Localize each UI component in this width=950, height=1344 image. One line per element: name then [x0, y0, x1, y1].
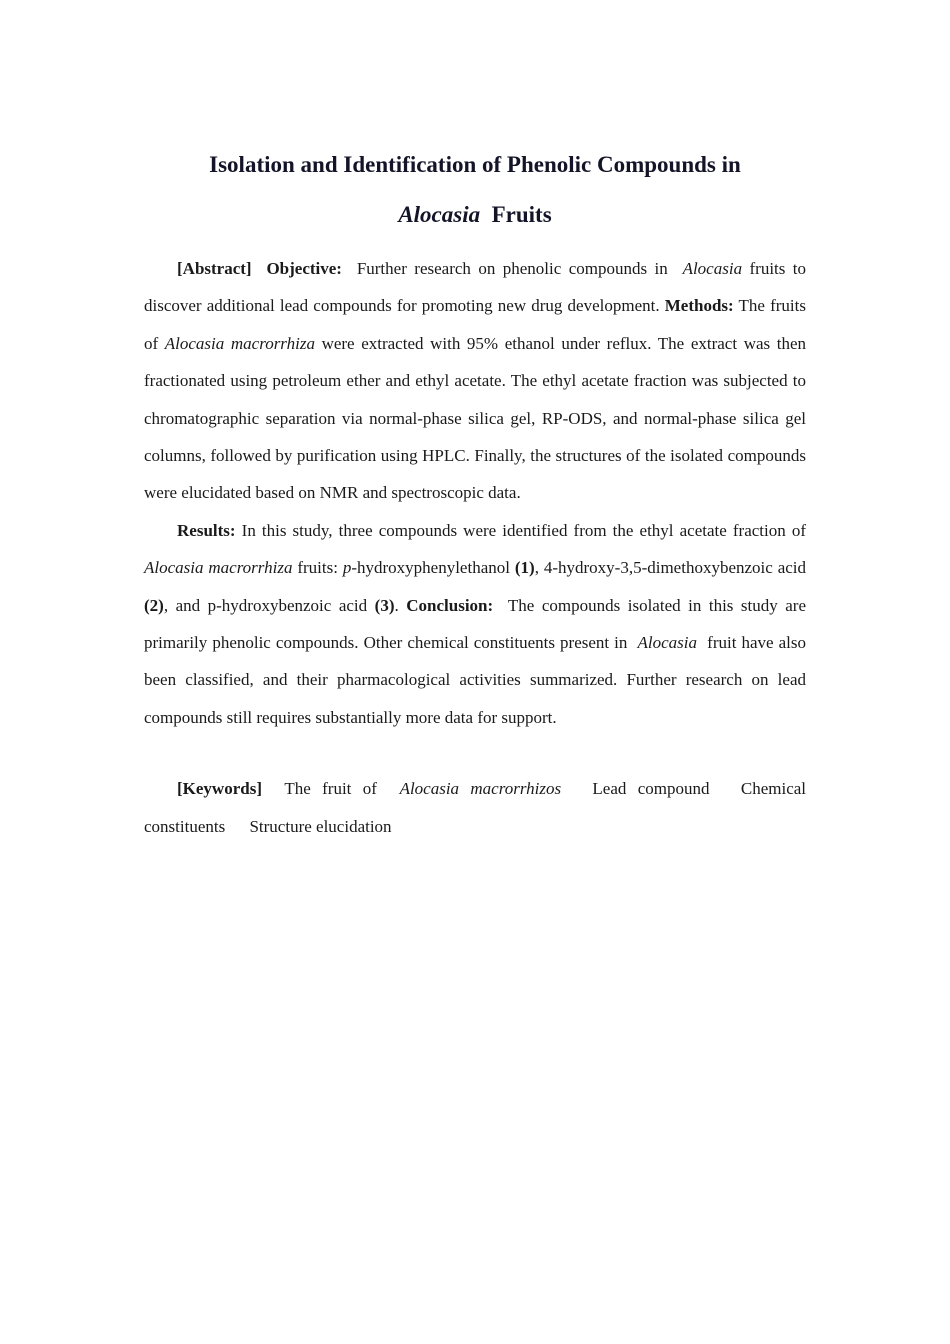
methods-text: The fruits of — [144, 296, 806, 353]
paper-page — [144, 140, 806, 845]
section-spacer — [144, 736, 806, 770]
compound-3-number: (3) — [374, 595, 395, 615]
methods-label: Methods: — [664, 296, 734, 316]
objective-text-cont: fruits to discover additional lead compounds for promoting new drug development. — [144, 259, 807, 316]
compound-2-number: (2) — [144, 595, 164, 615]
methods-text-cont: were extracted with 95% ethanol under reflux. The extract was then fractionated using petroleum ether and ethyl acetate. The ethyl acetate fraction was subjected to chromatographic separation via normal-phase silica gel, RP-ODS, and normal-phase silica gel columns, followed by purification using HPLC. Finally, the structures of the isolated compounds were elucidated based on NMR and spectroscopic data. — [144, 333, 807, 503]
conclusion-text-cont: fruit have also been classified, and their pharmacological activities summarized. Further research on lead compounds still requires substantially more data for support. — [144, 633, 807, 727]
keyword-3: Chemical constituents — [144, 779, 807, 836]
keywords-label: [Keywords] — [177, 779, 262, 799]
keywords-paragraph — [144, 770, 806, 845]
compound-3-name: , and p-hydroxybenzoic acid — [163, 595, 368, 615]
keyword-2: Lead compound — [592, 779, 710, 799]
keyword-1-text: The fruit of — [284, 779, 377, 799]
conclusion-label: Conclusion: — [406, 595, 494, 615]
results-text-cont: fruits: — [297, 558, 338, 578]
objective-label: Objective: — [266, 259, 342, 278]
title-genus: Alocasia — [398, 202, 481, 227]
title-line-1: Isolation and Identification of Phenolic Compounds in — [209, 152, 741, 177]
compound-1-name: -hydroxyphenylethanol — [351, 558, 510, 578]
compound-2-name: , 4-hydroxy-3,5-dimethoxybenzoic acid — [534, 558, 807, 578]
title-line-2: Fruits — [491, 202, 552, 227]
objective-text: Further research on phenolic compounds in — [356, 259, 668, 278]
abstract-label: [Abstract] — [177, 259, 252, 278]
results-species: Alocasia macrorrhiza — [144, 558, 293, 578]
results-label: Results: — [177, 520, 236, 540]
conclusion-text: The compounds isolated in this study are primarily phenolic compounds. Other chemical constituents present in — [144, 595, 807, 653]
keyword-4: Structure elucidation — [249, 816, 392, 836]
results-period: . — [394, 595, 399, 615]
conclusion-genus: Alocasia — [637, 633, 698, 653]
para-prefix: p — [342, 558, 352, 578]
compound-1-number: (1) — [514, 558, 535, 578]
paper-title — [144, 140, 806, 240]
results-paragraph — [144, 512, 806, 736]
abstract-paragraph — [144, 250, 806, 512]
results-text: In this study, three compounds were identified from the ethyl acetate fraction of — [241, 520, 806, 540]
keyword-1-species: Alocasia macrorrhizos — [399, 779, 562, 799]
methods-species: Alocasia macrorrhiza — [164, 333, 315, 353]
objective-genus: Alocasia — [682, 259, 743, 278]
